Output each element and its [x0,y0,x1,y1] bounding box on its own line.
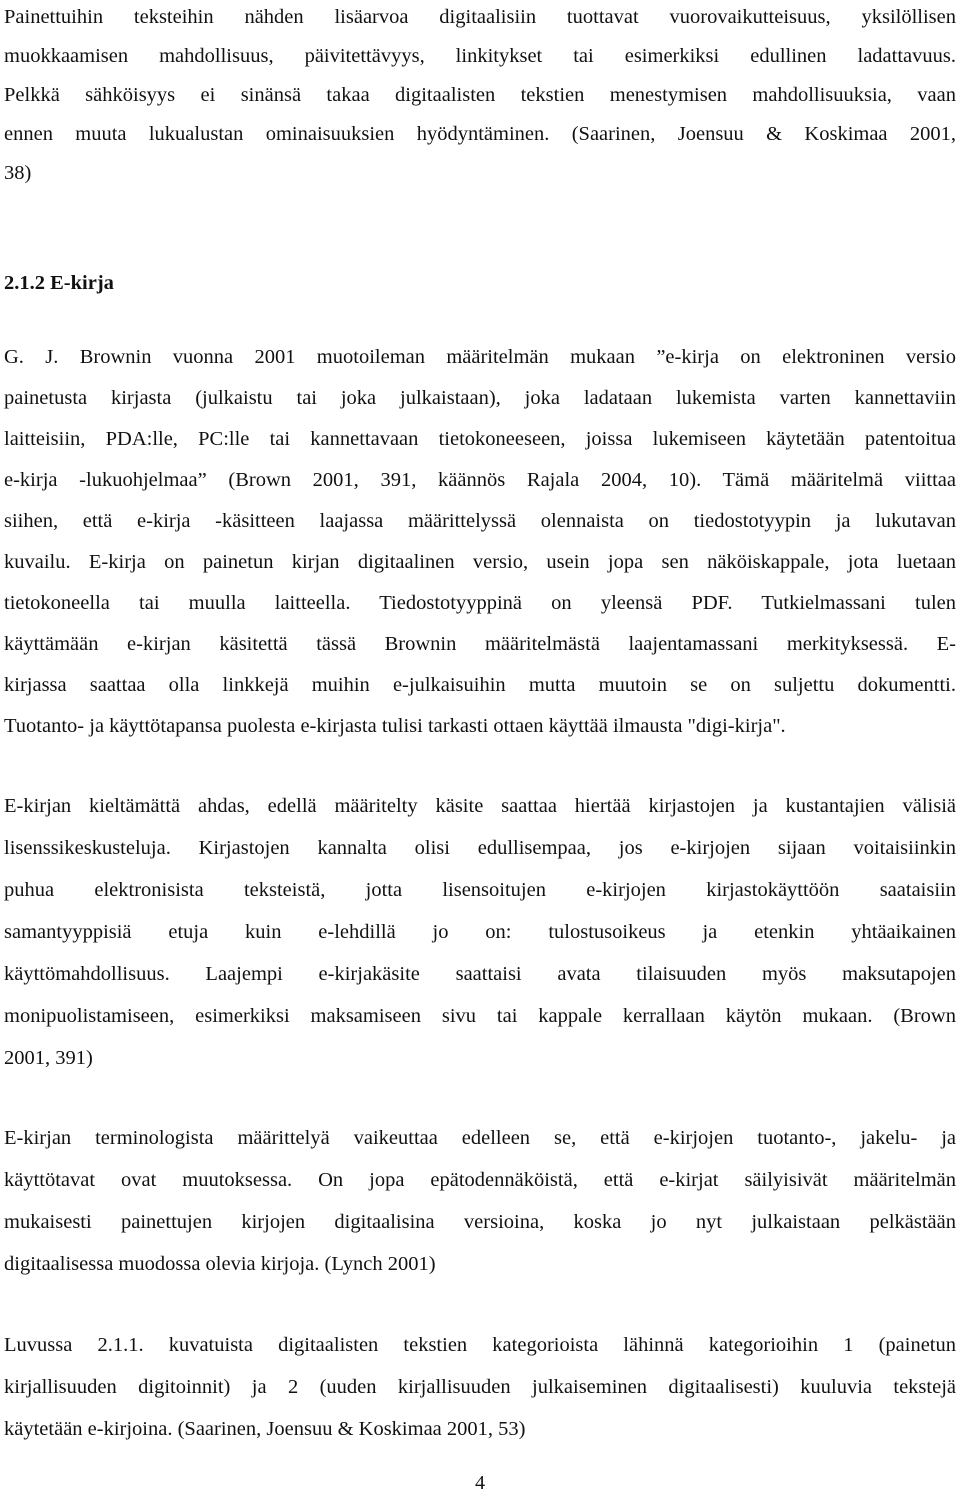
text-line: käytetään e-kirjoina. (Saarinen, Joensuu & Koskimaa 2001, 53) [4,1418,526,1440]
text-line: Painettuihin teksteihin nähden lisäarvoa digitaalisiin tuottavat vuorovaikutteisuus, yksilöllisen [4,6,956,28]
text-line: E-kirjan kieltämättä ahdas, edellä määritelty käsite saattaa hiertää kirjastojen ja kustantajien välisiä [4,795,956,817]
text-line: kuvailu. E-kirja on painetun kirjan digitaalinen versio, usein jopa sen näköiskappale, jota luetaan [4,551,956,573]
text-line: ennen muuta lukualustan ominaisuuksien hyödyntäminen. (Saarinen, Joensuu & Koskimaa 2001, [4,123,956,145]
text-line: monipuolistamiseen, esimerkiksi maksamiseen sivu tai kappale kerrallaan käytön mukaan. (Brown [4,1005,956,1027]
section-heading: 2.1.2 E-kirja [4,272,114,294]
text-line: kirjallisuuden digitoinnit) ja 2 (uuden kirjallisuuden julkaiseminen digitaalisesti) kuuluvia tekstejä [4,1376,956,1398]
page-number: 4 [475,1472,485,1494]
text-line: E-kirjan terminologista määrittelyä vaikeuttaa edelleen se, että e-kirjojen tuotanto-, jakelu- ja [4,1127,956,1149]
text-line: Pelkkä sähköisyys ei sinänsä takaa digitaalisten tekstien menestymisen mahdollisuuksia, vaan [4,84,956,106]
text-line: lisenssikeskusteluja. Kirjastojen kannalta olisi edullisempaa, jos e-kirjojen sijaan voitaisiinkin [4,837,956,859]
text-line: puhua elektronisista teksteistä, jotta lisensoitujen e-kirjojen kirjastokäyttöön saataisiin [4,879,956,901]
text-line: 2001, 391) [4,1047,93,1069]
text-line: digitaalisessa muodossa olevia kirjoja. (Lynch 2001) [4,1253,436,1275]
text-line: painetusta kirjasta (julkaistu tai joka julkaistaan), joka ladataan lukemista varten kannettaviin [4,387,956,409]
text-line: käyttömahdollisuus. Laajempi e-kirjakäsite saattaisi avata tilaisuuden myös maksutapojen [4,963,956,985]
text-line: samantyyppisiä etuja kuin e-lehdillä jo on: tulostusoikeus ja etenkin yhtäaikainen [4,921,956,943]
text-line: Luvussa 2.1.1. kuvatuista digitaalisten tekstien kategorioista lähinnä kategorioihin 1 (painetun [4,1334,956,1356]
text-line: e-kirja -lukuohjelmaa” (Brown 2001, 391, käännös Rajala 2004, 10). Tämä määritelmä viittaa [4,469,956,491]
text-line: 38) [4,162,32,184]
text-line: siihen, että e-kirja -käsitteen laajassa määrittelyssä olennaista on tiedostotyypin ja lukutavan [4,510,956,532]
text-line: Tuotanto- ja käyttötapansa puolesta e-kirjasta tulisi tarkasti ottaen käyttää ilmausta "digi-kirja". [4,715,786,737]
text-line: tietokoneella tai muulla laitteella. Tiedostotyyppinä on yleensä PDF. Tutkielmassani tulen [4,592,956,614]
text-line: käyttämään e-kirjan käsitettä tässä Brownin määritelmästä laajentamassani merkityksessä. E- [4,633,956,655]
text-line: kirjassa saattaa olla linkkejä muihin e-julkaisuihin mutta muutoin se on suljettu dokumentti. [4,674,956,696]
text-line: mukaisesti painettujen kirjojen digitaalisina versioina, koska jo nyt julkaistaan pelkästään [4,1211,956,1233]
text-line: muokkaamisen mahdollisuus, päivitettävyys, linkitykset tai esimerkiksi edullinen ladattavuus. [4,45,956,67]
text-line: käyttötavat ovat muutoksessa. On jopa epätodennäköistä, että e-kirjat säilyisivät määritelmän [4,1169,956,1191]
text-line: G. J. Brownin vuonna 2001 muotoileman määritelmän mukaan ”e-kirja on elektroninen versio [4,346,956,368]
text-line: laitteisiin, PDA:lle, PC:lle tai kannettavaan tietokoneeseen, joissa lukemiseen käytetään patentoitua [4,428,956,450]
